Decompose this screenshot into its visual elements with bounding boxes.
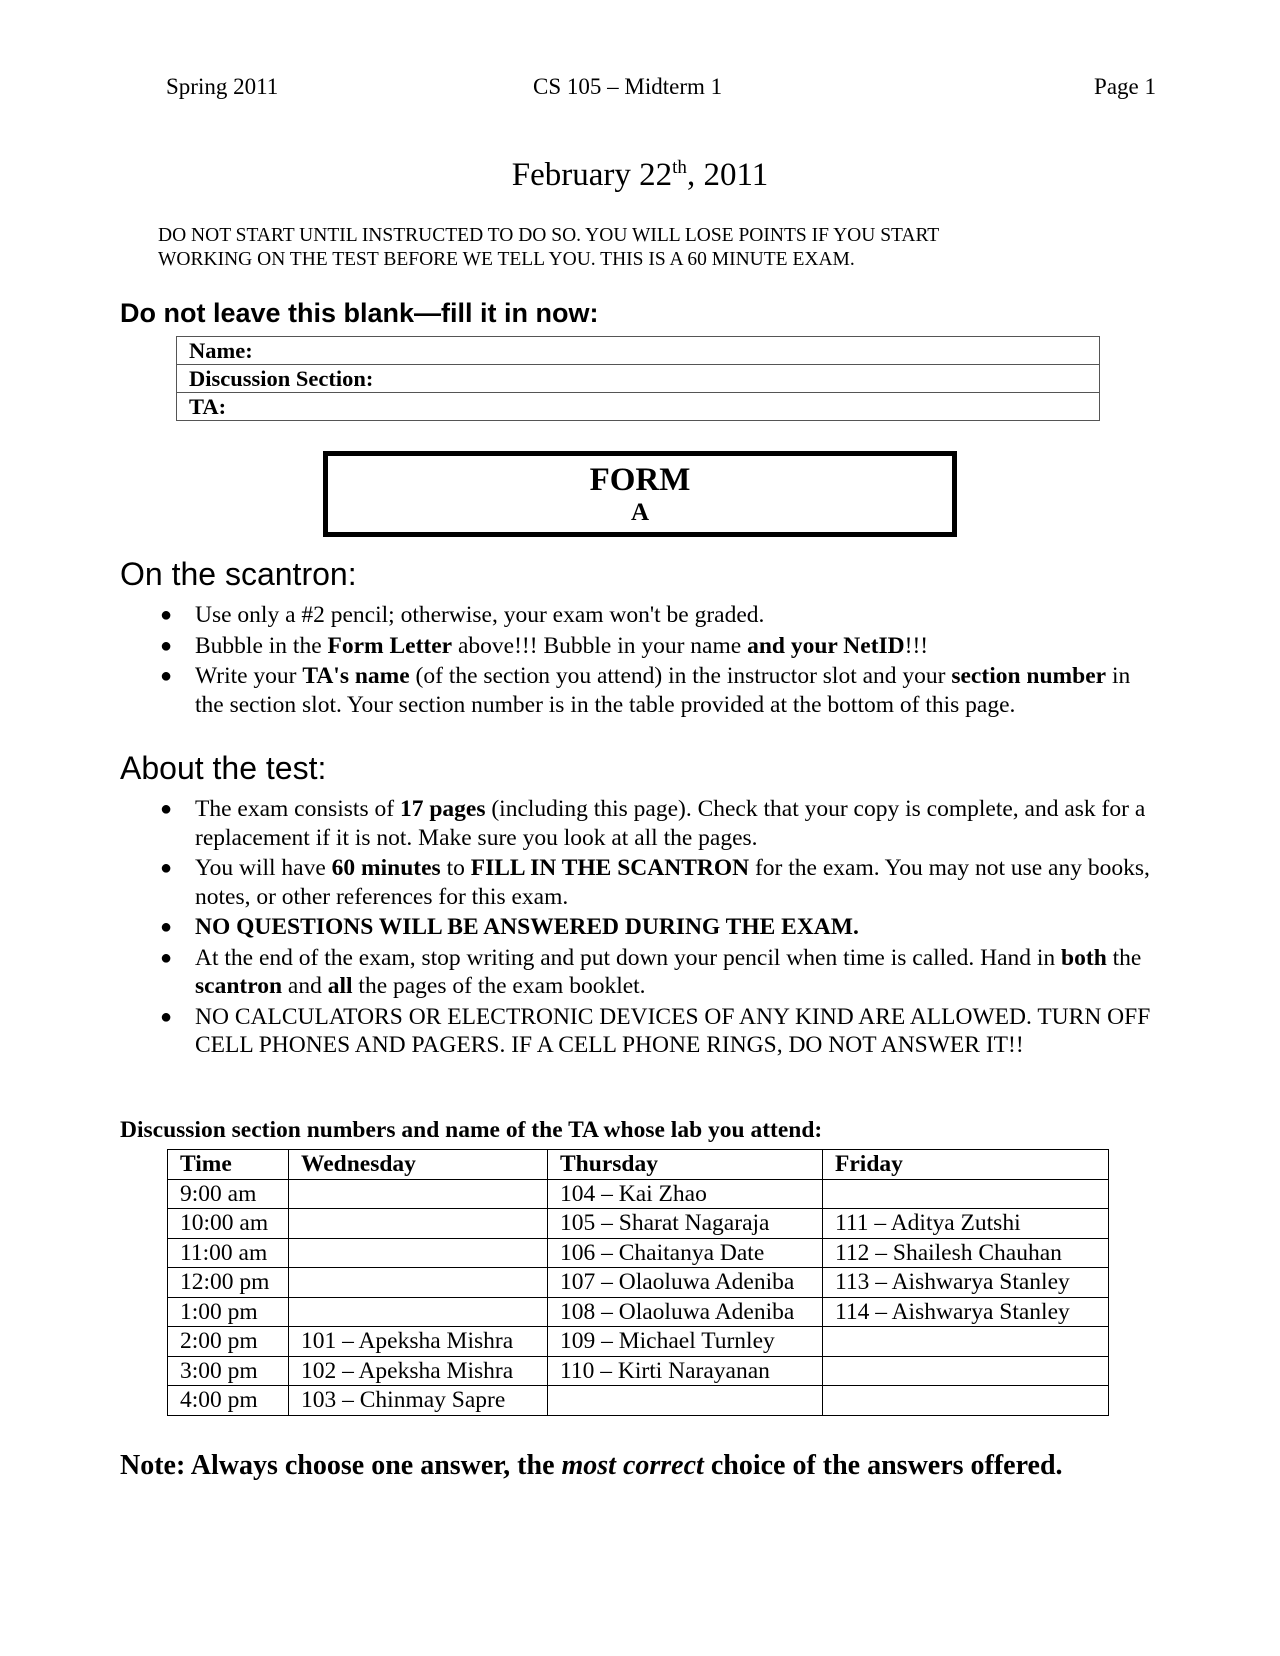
table-row — [168, 1356, 1109, 1386]
discussion-section-field[interactable]: Discussion Section: — [177, 365, 1100, 393]
table-cell: 105 – Sharat Nagaraja — [548, 1209, 823, 1239]
table-cell: 11:00 am — [168, 1238, 289, 1268]
list-item: ● You will have 60 minutes to FILL IN THE SCANTRON for the exam. You may not use any books, notes, or other references for this exam. — [160, 855, 1150, 910]
test-instructions — [120, 795, 1160, 1062]
table-cell: 2:00 pm — [168, 1327, 289, 1357]
table-cell — [548, 1386, 823, 1416]
form-label: FORM — [589, 462, 691, 498]
table-row — [168, 1297, 1109, 1327]
exam-date: February 22th, 2011 — [511, 157, 769, 193]
scantron-instructions — [120, 601, 1160, 721]
bullet-icon: ● — [160, 1005, 173, 1028]
bullet-icon: ● — [160, 916, 173, 938]
sections-table — [167, 1149, 1109, 1416]
header-page-number: Page 1 — [1094, 74, 1156, 99]
bullet-icon: ● — [160, 604, 173, 626]
table-row — [168, 1209, 1109, 1239]
table-cell: 113 – Aishwarya Stanley — [823, 1268, 1109, 1298]
table-cell: 12:00 pm — [168, 1268, 289, 1298]
warning-line: DO NOT START UNTIL INSTRUCTED TO DO SO. YOU WILL LOSE POINTS IF YOU START — [158, 225, 940, 246]
bullet-icon: ● — [160, 665, 173, 687]
list-item: ● At the end of the exam, stop writing and put down your pencil when time is called. Hand in both the scantron and all the pages of the exam booklet. — [160, 944, 1142, 999]
student-info-box — [176, 336, 1100, 421]
sections-caption: Discussion section numbers and name of the TA whose lab you attend: — [120, 1117, 823, 1143]
table-cell: 1:00 pm — [168, 1297, 289, 1327]
table-cell: 104 – Kai Zhao — [548, 1179, 823, 1209]
form-letter: A — [630, 499, 650, 526]
table-cell: 110 – Kirti Narayanan — [548, 1356, 823, 1386]
column-header: Thursday — [548, 1150, 823, 1180]
student-info-row — [177, 365, 1100, 393]
table-row — [168, 1327, 1109, 1357]
list-item: ● The exam consists of 17 pages (including this page). Check that your copy is complete, and ask for a replacement if it is not. Make sure you look at all the pages. — [160, 796, 1146, 851]
table-cell — [289, 1268, 548, 1298]
table-row — [168, 1238, 1109, 1268]
table-cell — [289, 1238, 548, 1268]
column-header: Friday — [823, 1150, 1109, 1180]
table-cell: 103 – Chinmay Sapre — [289, 1386, 548, 1416]
table-cell: 9:00 am — [168, 1179, 289, 1209]
table-cell — [823, 1179, 1109, 1209]
scantron-heading: On the scantron: — [120, 556, 357, 592]
table-cell — [289, 1209, 548, 1239]
list-item: ● Use only a #2 pencil; otherwise, your exam won't be graded. — [160, 602, 765, 628]
table-row — [168, 1386, 1109, 1416]
table-cell — [823, 1356, 1109, 1386]
list-item: ● Bubble in the Form Letter above!!! Bubble in your name and your NetID!!! — [160, 632, 929, 659]
table-cell: 102 – Apeksha Mishra — [289, 1356, 548, 1386]
list-item: ● Write your TA's name (of the section you attend) in the instructor slot and your section number in the section slot. Your section number is in the table provided at the bottom of this page. — [160, 663, 1131, 718]
table-cell: 112 – Shailesh Chauhan — [823, 1238, 1109, 1268]
header-course-title: CS 105 – Midterm 1 — [533, 74, 723, 99]
fill-in-heading: Do not leave this blank—fill it in now: — [120, 298, 599, 328]
name-field[interactable]: Name: — [177, 337, 1100, 365]
table-row — [168, 1268, 1109, 1298]
table-header-row — [168, 1150, 1109, 1180]
table-cell — [823, 1327, 1109, 1357]
table-cell: 109 – Michael Turnley — [548, 1327, 823, 1357]
list-item: ● NO QUESTIONS WILL BE ANSWERED DURING THE EXAM. — [160, 914, 859, 940]
table-cell: 106 – Chaitanya Date — [548, 1238, 823, 1268]
about-test-heading: About the test: — [120, 750, 327, 786]
table-cell: 4:00 pm — [168, 1386, 289, 1416]
table-cell — [823, 1386, 1109, 1416]
student-info-row — [177, 337, 1100, 365]
bullet-icon: ● — [160, 634, 173, 657]
table-cell — [289, 1297, 548, 1327]
table-cell: 3:00 pm — [168, 1356, 289, 1386]
table-cell: 107 – Olaoluwa Adeniba — [548, 1268, 823, 1298]
table-cell: 114 – Aishwarya Stanley — [823, 1297, 1109, 1327]
table-cell: 10:00 am — [168, 1209, 289, 1239]
bullet-icon: ● — [160, 946, 173, 969]
warning-line: WORKING ON THE TEST BEFORE WE TELL YOU. THIS IS A 60 MINUTE EXAM. — [158, 249, 855, 270]
table-row — [168, 1179, 1109, 1209]
answer-note: Note: Always choose one answer, the most correct choice of the answers offered. — [120, 1450, 1063, 1481]
table-cell: 111 – Aditya Zutshi — [823, 1209, 1109, 1239]
form-letter-box — [323, 451, 957, 537]
bullet-icon: ● — [160, 857, 173, 879]
bullet-icon: ● — [160, 798, 173, 820]
table-cell: 101 – Apeksha Mishra — [289, 1327, 548, 1357]
list-item: ● NO CALCULATORS OR ELECTRONIC DEVICES OF ANY KIND ARE ALLOWED. TURN OFF CELL PHONES AND PAGERS. IF A CELL PHONE RINGS, DO NOT ANSWER IT!! — [160, 1003, 1151, 1058]
student-info-row — [177, 393, 1100, 421]
header-semester: Spring 2011 — [166, 74, 279, 99]
table-cell — [289, 1179, 548, 1209]
column-header: Time — [168, 1150, 289, 1180]
start-warning — [158, 224, 1118, 272]
table-cell: 108 – Olaoluwa Adeniba — [548, 1297, 823, 1327]
column-header: Wednesday — [289, 1150, 548, 1180]
ta-field[interactable]: TA: — [177, 393, 1100, 421]
